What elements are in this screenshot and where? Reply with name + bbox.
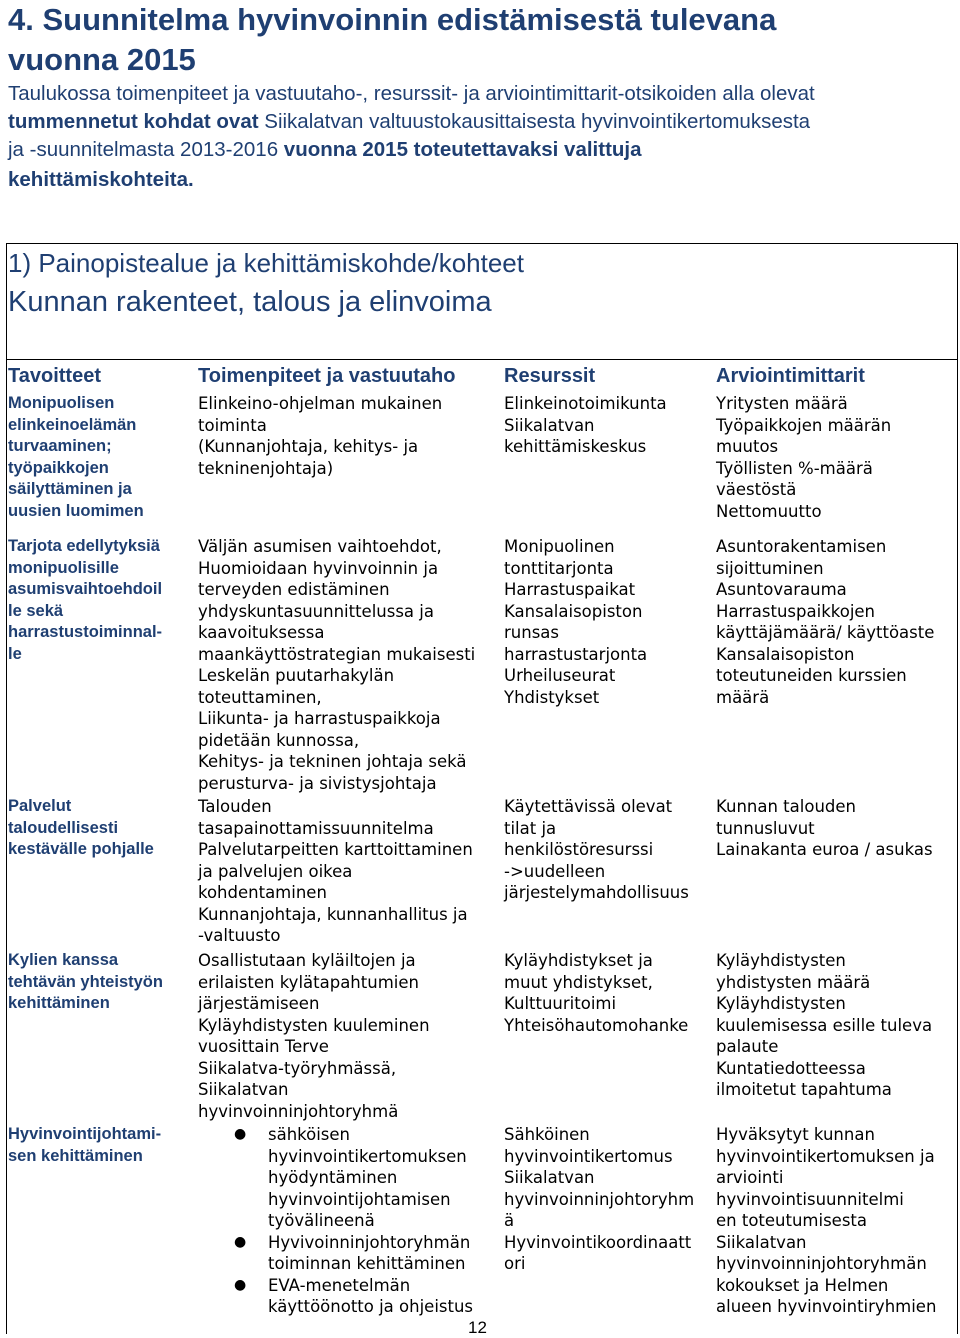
cell-line: tekninenjohtaja) (198, 458, 334, 478)
intro-line-4-bold: kehittämiskohteita. (8, 168, 194, 191)
cell-line: hyvinvointikertomuksen ja (716, 1146, 935, 1166)
cell-line: taloudellisesti (8, 818, 119, 837)
cell-line: arviointi (716, 1168, 784, 1187)
cell-line: Tarjota edellytyksiä (8, 537, 160, 555)
row-3-metrics (716, 796, 933, 861)
bullet-line: sähköisen (268, 1125, 351, 1144)
cell-line: erilaisten kylätapahtumien (198, 972, 419, 992)
cell-line: Talouden (198, 797, 272, 816)
row-5-resources (504, 1124, 694, 1275)
column-header-resources: Resurssit (504, 365, 596, 387)
cell-line: tasapainottamissuunnitelma (198, 818, 434, 838)
cell-line: Kansalaisopiston (504, 601, 643, 621)
cell-line: Kyläyhdistykset ja (504, 951, 653, 970)
cell-line: Kulttuuritoimi (504, 994, 617, 1013)
cell-line: toiminta (198, 415, 267, 435)
cell-line: väestöstä (716, 480, 797, 499)
row-2-goal (8, 536, 162, 665)
row-5-metrics (716, 1124, 936, 1318)
header-divider (6, 359, 957, 360)
cell-line: Asuntorakentamisen (716, 537, 887, 556)
section-heading-line-2: vuonna 2015 (8, 42, 196, 77)
cell-line: Monipuolinen (504, 537, 615, 556)
cell-line: Lainakanta euroa / asukas (716, 840, 933, 859)
bullet-icon: ● (234, 1233, 247, 1250)
cell-line: kaavoituksessa (198, 623, 325, 642)
cell-line: terveyden edistäminen (198, 580, 390, 599)
cell-line: Yhdistykset (504, 687, 600, 707)
intro-line-2-rest: Siikalatvan valtuustokausittaisesta hyvinvointikertomuksesta (258, 110, 811, 133)
cell-line: Palvelut (8, 797, 72, 815)
cell-line: hyvinvoinninjohtoryhmän (716, 1254, 927, 1273)
row-2-resources (504, 536, 647, 708)
intro-line-3 (8, 136, 953, 164)
cell-line: Elinkeinotoimikunta (504, 394, 667, 413)
cell-line: vuosittain Terve (198, 1037, 329, 1056)
cell-line: turvaaminen; (8, 437, 112, 455)
cell-line: määrä (716, 687, 770, 707)
cell-line: Kyläyhdistysten kuuleminen (198, 1015, 430, 1035)
bullet-line: hyvinvointijohtamisen (268, 1189, 451, 1209)
section-heading-line-1: 4. Suunnitelma hyvinvoinnin edistämisestä tulevana (8, 2, 777, 37)
intro-line-2-bold: tummennetut kohdat ovat (8, 110, 259, 133)
cell-line: Työpaikkojen määrän (716, 415, 892, 435)
row-3-resources (504, 796, 689, 904)
cell-line: uusien luomimen (8, 501, 144, 520)
cell-line: Työllisten %-määrä (716, 458, 873, 478)
cell-line: Osallistutaan kyläiltojen ja (198, 951, 416, 970)
intro-line-1: Taulukossa toimenpiteet ja vastuutaho-, resurssit- ja arviointimittarit-otsikoiden alla olevat (8, 82, 815, 105)
cell-line: kehittämiskeskus (504, 437, 647, 456)
bullet-line: hyödyntäminen (268, 1168, 398, 1187)
cell-line: järjestelymahdollisuus (504, 883, 689, 902)
cell-line: -valtuusto (198, 926, 281, 945)
cell-line: säilyttäminen ja (8, 480, 132, 498)
bullet-line: toiminnan kehittäminen (268, 1254, 466, 1273)
cell-line: Hyvinvointikoordinaatt (504, 1232, 692, 1252)
cell-line: Harrastuspaikkojen (716, 601, 876, 621)
cell-line: sijoittuminen (716, 558, 824, 578)
focus-area-title: 1) Painopistealue ja kehittämiskohde/kohteet (8, 248, 524, 278)
cell-line: Siikalatvan (198, 1080, 289, 1099)
cell-line: perusturva- ja sivistysjohtaja (198, 773, 437, 793)
cell-line: pidetään kunnossa, (198, 730, 360, 750)
cell-line: asumisvaihtoehdoil (8, 580, 163, 598)
cell-line: hyvinvoinninjohtoryhm (504, 1189, 695, 1209)
cell-line: yhdyskuntasuunnittelussa ja (198, 601, 434, 621)
bullet-line: hyvinvointikertomuksen (268, 1146, 467, 1166)
page-number: 12 (468, 1318, 487, 1337)
cell-line: tonttitarjonta (504, 558, 614, 578)
cell-line: Yritysten määrä (716, 394, 848, 413)
intro-line-4 (8, 166, 953, 194)
cell-line: Sähköinen (504, 1125, 590, 1144)
cell-line: tunnusluvut (716, 818, 815, 838)
row-1-resources (504, 393, 667, 458)
cell-line: (Kunnanjohtaja, kehitys- ja (198, 437, 419, 456)
cell-line: tilat ja (504, 818, 557, 838)
cell-line: muut yhdistykset, (504, 972, 653, 992)
bullet-line: käyttöönotto ja ohjeistus (268, 1297, 474, 1316)
cell-line: yhdistysten määrä (716, 972, 871, 992)
cell-line: Asuntovarauma (716, 580, 847, 599)
cell-line: toteutuneiden kurssien (716, 666, 907, 685)
cell-line: Urheiluseurat (504, 666, 616, 685)
cell-line: Kehitys- ja tekninen johtaja sekä (198, 752, 467, 771)
cell-line: alueen hyvinvointiryhmien (716, 1297, 937, 1316)
bullet-line: Hyvivoinninjohtoryhmän (268, 1232, 471, 1252)
cell-line: Yhteisöhautomohanke (504, 1015, 689, 1035)
row-3-actions (198, 796, 473, 947)
cell-line: Kunnanjohtaja, kunnanhallitus ja (198, 904, 468, 924)
cell-line: hyvinvointisuunnitelmi (716, 1189, 904, 1209)
cell-line: en toteutumisesta (716, 1211, 868, 1230)
row-1-goal (8, 393, 144, 522)
cell-line: Palvelutarpeitten karttoittaminen (198, 840, 473, 859)
cell-line: Kylien kanssa (8, 951, 119, 969)
cell-line: kestävälle pohjalle (8, 840, 154, 858)
cell-line: Monipuolisen (8, 394, 115, 412)
cell-line: Harrastuspaikat (504, 580, 636, 599)
cell-line: runsas (504, 623, 560, 642)
row-1-metrics (716, 393, 891, 522)
cell-line: Siikalatvan (504, 1168, 595, 1187)
column-header-goals: Tavoitteet (8, 365, 101, 387)
intro-paragraph (8, 80, 953, 194)
cell-line: Käytettävissä olevat (504, 797, 673, 816)
cell-line: Nettomuutto (716, 501, 822, 521)
cell-line: Hyvinvointijohtami- (8, 1125, 162, 1143)
row-5-goal (8, 1124, 161, 1167)
cell-line: Siikalatva-työryhmässä, (198, 1058, 397, 1078)
cell-line: toteuttaminen, (198, 687, 322, 707)
cell-line: ->uudelleen (504, 861, 606, 881)
cell-line: ori (504, 1254, 526, 1273)
cell-line: ä (504, 1211, 515, 1230)
cell-line: Kyläyhdistysten (716, 951, 846, 970)
cell-line: monipuolisille (8, 558, 119, 577)
cell-line: Liikunta- ja harrastuspaikkoja (198, 709, 441, 728)
cell-line: kuulemisessa esille tuleva (716, 1015, 933, 1035)
cell-line: Kyläyhdistysten (716, 994, 846, 1013)
cell-line: hyvinvointikertomus (504, 1146, 673, 1166)
cell-line: hyvinvoinninjohtoryhmä (198, 1101, 399, 1121)
cell-line: Kansalaisopiston (716, 644, 855, 664)
cell-line: ja palvelujen oikea (198, 861, 353, 881)
row-1-actions (198, 393, 442, 479)
cell-line: elinkeinoelämän (8, 415, 137, 434)
cell-line: järjestämiseen (198, 994, 320, 1013)
cell-line: harrastustarjonta (504, 644, 648, 664)
cell-line: sen kehittäminen (8, 1146, 143, 1165)
row-4-goal (8, 950, 163, 1015)
intro-line-2 (8, 108, 953, 136)
intro-line-3-bold: vuonna 2015 toteutettavaksi valittuja (283, 138, 642, 161)
row-5-action-bullet (198, 1275, 473, 1318)
cell-line: Kunnan talouden (716, 797, 856, 816)
row-5-action-bullet (198, 1232, 470, 1275)
cell-line: maankäyttöstrategian mukaisesti (198, 644, 476, 664)
row-4-resources (504, 950, 688, 1036)
bullet-line: EVA-menetelmän (268, 1275, 411, 1295)
cell-line: harrastustoiminnal- (8, 623, 163, 641)
cell-line: Hyväksytyt kunnan (716, 1125, 875, 1144)
cell-line: Huomioidaan hyvinvoinnin ja (198, 558, 439, 578)
cell-line: le sekä (8, 601, 64, 620)
cell-line: palaute (716, 1037, 779, 1056)
column-header-actions: Toimenpiteet ja vastuutaho (198, 365, 456, 387)
row-5-action-bullet (198, 1124, 467, 1232)
cell-line: kohdentaminen (198, 883, 327, 902)
cell-line: Väljän asumisen vaihtoehdot, (198, 537, 442, 556)
row-2-actions (198, 536, 475, 794)
focus-area-subtitle: Kunnan rakenteet, talous ja elinvoima (8, 286, 492, 318)
row-4-metrics (716, 950, 932, 1101)
cell-line: le (8, 644, 22, 663)
section-heading (8, 0, 953, 80)
row-3-goal (8, 796, 154, 861)
cell-line: käyttäjämäärä/ käyttöaste (716, 623, 935, 642)
cell-line: ilmoitetut tapahtuma (716, 1080, 892, 1099)
cell-line: Leskelän puutarhakylän (198, 666, 395, 685)
intro-line-3-start: ja -suunnitelmasta 2013-2016 (8, 138, 284, 161)
cell-line: Kuntatiedotteessa (716, 1058, 866, 1078)
cell-line: henkilöstöresurssi (504, 840, 654, 859)
row-4-actions (198, 950, 430, 1122)
bullet-icon: ● (234, 1276, 247, 1293)
row-2-metrics (716, 536, 934, 708)
cell-line: Siikalatvan (716, 1232, 807, 1252)
cell-line: tehtävän yhteistyön (8, 972, 163, 991)
bullet-line: työvälineenä (268, 1211, 375, 1230)
cell-line: työpaikkojen (8, 458, 109, 477)
bullet-icon: ● (234, 1126, 247, 1142)
cell-line: kehittäminen (8, 994, 110, 1012)
cell-line: Siikalatvan (504, 415, 595, 435)
cell-line: muutos (716, 437, 779, 456)
cell-line: Elinkeino-ohjelman mukainen (198, 394, 443, 413)
column-header-metrics: Arviointimittarit (716, 365, 865, 387)
cell-line: kokoukset ja Helmen (716, 1275, 889, 1295)
